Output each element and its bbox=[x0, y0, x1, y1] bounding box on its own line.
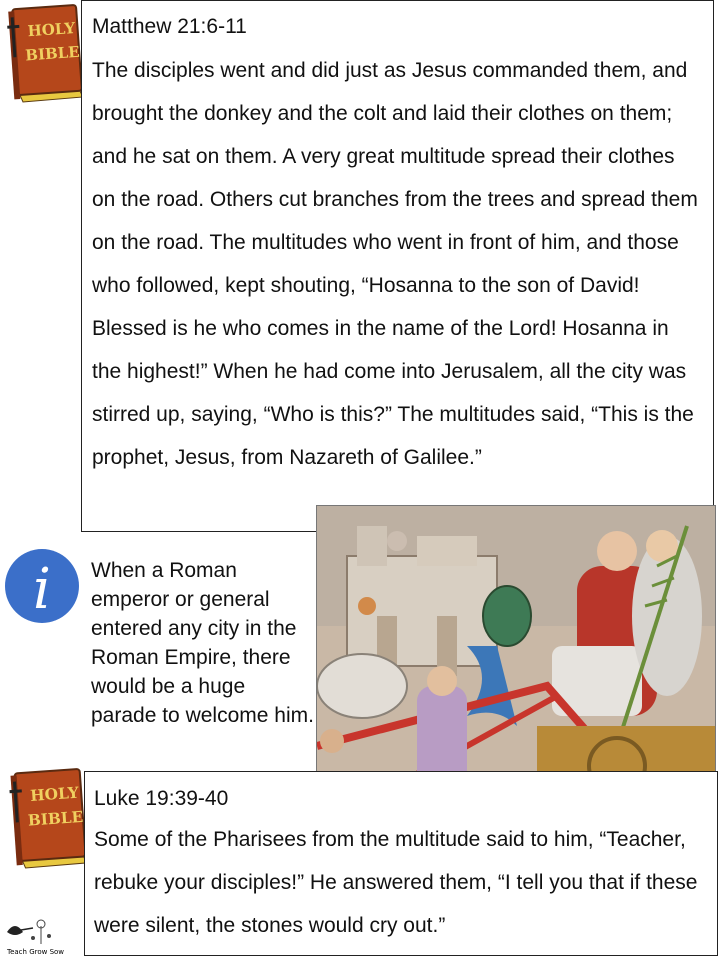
svg-text:HOLY: HOLY bbox=[27, 19, 76, 41]
info-icon bbox=[4, 548, 80, 624]
passage-text: The disciples went and did just as Jesus commanded them, and brought the donkey and the colt and laid their clothes on them; and he sat on them. A very great multitude spread their clothes on the road. Others cut branches from the trees and spread them on the road. The multitudes who went in front of him, and those who followed, kept shouting, “Hosanna to the son of David! Blessed is he who comes in the name of the Lord! Hosanna in the highest!” When he had come into Jerusalem, all the city was stirred up, saying, “Who is this?” The multitudes said, “This is the prophet, Jesus, from Nazareth of Galilee.” bbox=[92, 59, 698, 469]
passage-reference: Matthew 21:6-11 bbox=[92, 15, 247, 38]
scripture-box-matthew bbox=[81, 0, 714, 532]
svg-text:HOLY: HOLY bbox=[29, 783, 80, 805]
triumphal-procession-painting bbox=[316, 505, 716, 800]
logo-icon bbox=[3, 912, 69, 958]
bible-icon bbox=[5, 3, 85, 103]
info-note: When a Roman emperor or general entered any city in the Roman Empire, there would be a huge parade to welcome him. bbox=[91, 559, 314, 727]
bible-icon bbox=[7, 767, 89, 869]
svg-text:i: i bbox=[33, 557, 51, 622]
svg-text:BIBLE: BIBLE bbox=[24, 42, 81, 65]
passage-text: Some of the Pharisees from the multitude said to him, “Teacher, rebuke your disciples!” He answered them, “I tell you that if these were silent, the stones would cry out.” bbox=[94, 828, 698, 937]
scripture-box-luke bbox=[84, 771, 718, 956]
svg-text:BIBLE: BIBLE bbox=[27, 807, 84, 830]
svg-text:Teach Grow Sow: Teach Grow Sow bbox=[7, 948, 65, 956]
passage-reference: Luke 19:39-40 bbox=[94, 787, 229, 810]
